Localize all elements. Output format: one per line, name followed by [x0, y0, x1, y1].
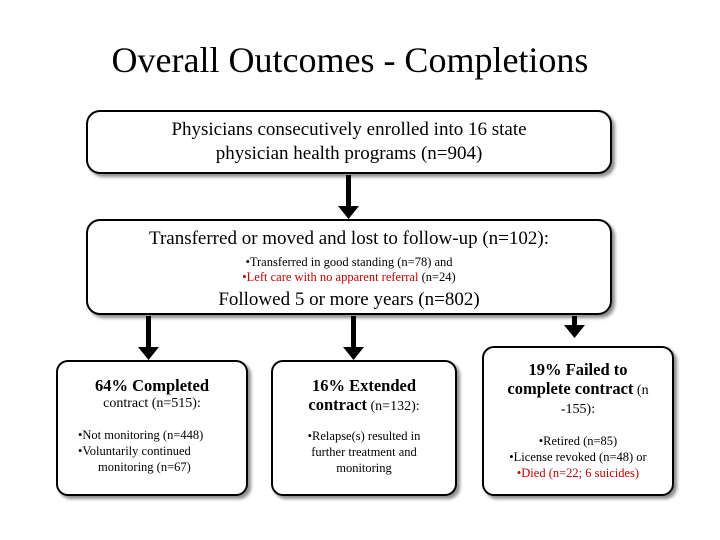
page-title: Overall Outcomes - Completions	[111, 40, 589, 80]
arrow-top-to-mid	[338, 175, 359, 219]
lost-to-followup-heading: Transferred or moved and lost to follow-up (n=102):	[149, 228, 549, 249]
failed-box	[482, 346, 674, 496]
enrollment-line-2: physician health programs (n=904)	[215, 143, 483, 164]
left-care-red-text: •Left care with no apparent referral	[242, 270, 419, 284]
left-care-count: (n=24)	[418, 270, 456, 284]
relapse-line-3: monitoring	[336, 461, 392, 475]
extended-box	[271, 360, 457, 496]
extended-bullets	[273, 428, 455, 476]
extended-count: (n=132):	[367, 399, 420, 414]
died-bullet: •Died (n=22; 6 suicides)	[516, 466, 640, 480]
arrow-to-failed	[564, 316, 585, 338]
relapse-bullet: •Relapse(s) resulted in	[307, 429, 421, 443]
completed-bullets	[78, 427, 246, 475]
completed-box	[56, 360, 248, 496]
failed-heading-count: (n	[633, 383, 649, 398]
completed-subheading: contract (n=515):	[103, 396, 201, 411]
failed-heading-bold: complete contract	[507, 379, 634, 398]
failed-heading-line-2	[484, 379, 672, 400]
arrow-to-completed	[138, 316, 159, 360]
voluntarily-continued-bullet: •Voluntarily continued	[78, 444, 191, 458]
enrollment-line-1: Physicians consecutively enrolled into 16 state	[171, 119, 527, 140]
failed-heading-line-1: 19% Failed to	[528, 360, 628, 379]
not-monitoring-bullet: •Not monitoring (n=448)	[78, 428, 204, 442]
completed-heading: 64% Completed	[94, 376, 210, 395]
extended-subheading	[273, 396, 455, 416]
relapse-line-2: further treatment and	[311, 445, 417, 459]
failed-count: -155):	[560, 402, 596, 417]
license-revoked-bullet: •License revoked (n=48) or	[509, 450, 647, 464]
failed-bullets	[484, 433, 672, 481]
arrow-to-extended	[343, 316, 364, 360]
extended-heading: 16% Extended	[311, 376, 417, 395]
retired-bullet: •Retired (n=85)	[538, 434, 618, 448]
voluntarily-continued-line-2: monitoring (n=67)	[98, 460, 191, 474]
followed-heading: Followed 5 or more years (n=802)	[218, 289, 480, 310]
transferred-bullet: •Transferred in good standing (n=78) and	[245, 255, 453, 269]
extended-contract-word: contract	[308, 395, 368, 414]
